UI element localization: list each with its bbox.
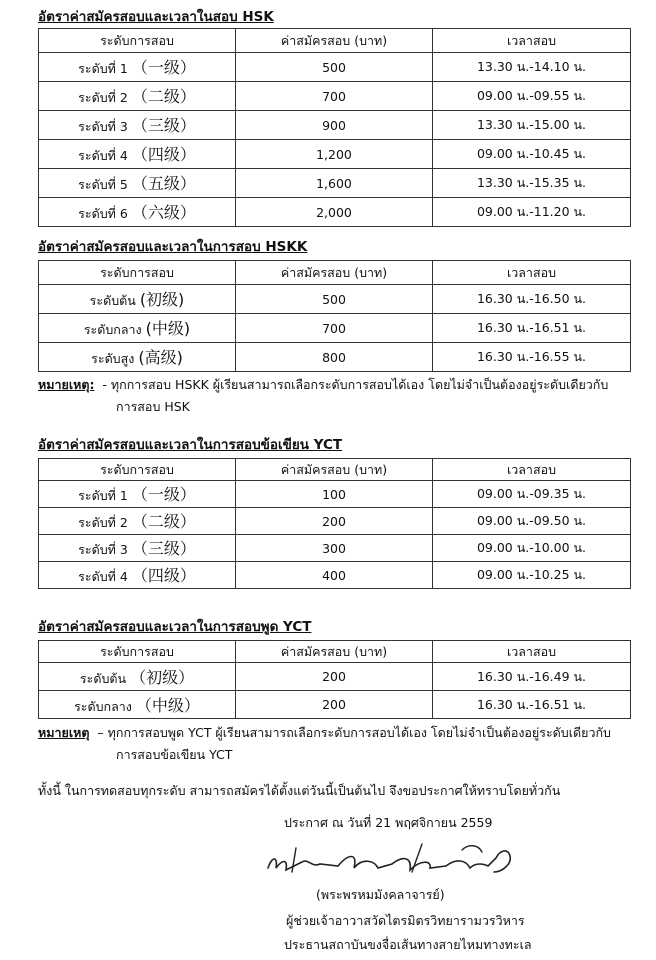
level-cell: ระดับที่ 1 （一级） xyxy=(39,53,236,82)
yct-spoken-note xyxy=(38,724,611,742)
header-time: เวลาสอบ xyxy=(433,459,631,481)
time-cell: 09.00 น.-11.20 น. xyxy=(433,198,631,227)
header-level: ระดับการสอบ xyxy=(39,459,236,481)
header-fee: ค่าสมัครสอบ (บาท) xyxy=(236,261,433,285)
level-cell: ระดับที่ 6 （六级） xyxy=(39,198,236,227)
level-cell: ระดับที่ 2 （二级） xyxy=(39,82,236,111)
time-cell: 09.00 น.-09.50 น. xyxy=(433,508,631,535)
level-cell: ระดับที่ 4 （四级） xyxy=(39,140,236,169)
hsk-table xyxy=(38,28,631,227)
table-row xyxy=(39,285,631,314)
time-cell: 16.30 น.-16.51 น. xyxy=(433,691,631,719)
level-cell: ระดับที่ 3 （三级） xyxy=(39,111,236,140)
hskk-title: อัตราค่าสมัครสอบและเวลาในการสอบ HSKK xyxy=(38,239,308,255)
header-fee: ค่าสมัครสอบ (บาท) xyxy=(236,29,433,53)
hsk-title: อัตราค่าสมัครสอบและเวลาในสอบ HSK xyxy=(38,9,274,25)
note-label: หมายเหตุ: xyxy=(38,377,95,392)
table-header-row xyxy=(39,459,631,481)
header-fee: ค่าสมัครสอบ (บาท) xyxy=(236,641,433,663)
fee-cell: 900 xyxy=(236,111,433,140)
header-time: เวลาสอบ xyxy=(433,29,631,53)
fee-cell: 2,000 xyxy=(236,198,433,227)
fee-cell: 500 xyxy=(236,285,433,314)
time-cell: 13.30 น.-14.10 น. xyxy=(433,53,631,82)
table-row xyxy=(39,562,631,589)
level-cell: ระดับที่ 4 （四级） xyxy=(39,562,236,589)
table-row xyxy=(39,663,631,691)
fee-cell: 1,600 xyxy=(236,169,433,198)
level-cell: ระดับกลาง （中级） xyxy=(39,691,236,719)
header-level: ระดับการสอบ xyxy=(39,641,236,663)
note-text: – ทุกการสอบพูด YCT ผู้เรียนสามารถเลือกระดับการสอบได้เอง โดยไม่จำเป็นต้องอยู่ระดับเดียวกับ xyxy=(97,725,611,740)
level-cell: ระดับที่ 1 （一级） xyxy=(39,481,236,508)
fee-cell: 400 xyxy=(236,562,433,589)
yct-spoken-note-cont: การสอบข้อเขียน YCT xyxy=(116,747,233,762)
time-cell: 09.00 น.-09.55 น. xyxy=(433,82,631,111)
level-cell: ระดับที่ 3 （三级） xyxy=(39,535,236,562)
signature xyxy=(262,838,532,886)
fee-cell: 200 xyxy=(236,508,433,535)
table-row xyxy=(39,508,631,535)
note-label: หมายเหตุ xyxy=(38,725,90,740)
level-cell: ระดับกลาง (中级) xyxy=(39,314,236,343)
time-cell: 16.30 น.-16.49 น. xyxy=(433,663,631,691)
table-row xyxy=(39,481,631,508)
signer-position-2: ประธานสถาบันขงจื่อเส้นทางสายไหมทางทะเล xyxy=(284,937,532,952)
signer-position-1: ผู้ช่วยเจ้าอาวาสวัดไตรมิตรวิทยารามวรวิหาร xyxy=(286,913,525,928)
yct-written-table xyxy=(38,458,631,589)
signer-name: (พระพรหมมังคลาจารย์) xyxy=(316,887,445,902)
table-row xyxy=(39,140,631,169)
time-cell: 13.30 น.-15.00 น. xyxy=(433,111,631,140)
table-row xyxy=(39,314,631,343)
fee-cell: 700 xyxy=(236,314,433,343)
table-header-row xyxy=(39,261,631,285)
table-row xyxy=(39,169,631,198)
fee-cell: 500 xyxy=(236,53,433,82)
time-cell: 09.00 น.-10.25 น. xyxy=(433,562,631,589)
fee-cell: 300 xyxy=(236,535,433,562)
hskk-note xyxy=(38,376,608,394)
yct-written-title: อัตราค่าสมัครสอบและเวลาในการสอบข้อเขียน YCT xyxy=(38,437,343,453)
table-row xyxy=(39,53,631,82)
time-cell: 09.00 น.-10.45 น. xyxy=(433,140,631,169)
table-row xyxy=(39,343,631,372)
fee-cell: 1,200 xyxy=(236,140,433,169)
time-cell: 09.00 น.-10.00 น. xyxy=(433,535,631,562)
time-cell: 16.30 น.-16.51 น. xyxy=(433,314,631,343)
table-row xyxy=(39,111,631,140)
fee-cell: 700 xyxy=(236,82,433,111)
time-cell: 16.30 น.-16.50 น. xyxy=(433,285,631,314)
table-header-row xyxy=(39,641,631,663)
fee-cell: 200 xyxy=(236,663,433,691)
level-cell: ระดับต้น (初级) xyxy=(39,285,236,314)
header-time: เวลาสอบ xyxy=(433,641,631,663)
level-cell: ระดับต้น （初级） xyxy=(39,663,236,691)
header-level: ระดับการสอบ xyxy=(39,29,236,53)
level-cell: ระดับที่ 5 （五级） xyxy=(39,169,236,198)
header-fee: ค่าสมัครสอบ (บาท) xyxy=(236,459,433,481)
hskk-note-cont: การสอบ HSK xyxy=(116,399,190,414)
level-cell: ระดับสูง (高级) xyxy=(39,343,236,372)
hskk-table xyxy=(38,260,631,372)
header-level: ระดับการสอบ xyxy=(39,261,236,285)
fee-cell: 800 xyxy=(236,343,433,372)
time-cell: 09.00 น.-09.35 น. xyxy=(433,481,631,508)
yct-spoken-table xyxy=(38,640,631,719)
level-cell: ระดับที่ 2 （二级） xyxy=(39,508,236,535)
fee-cell: 100 xyxy=(236,481,433,508)
table-header-row xyxy=(39,29,631,53)
closing-text: ทั้งนี้ ในการทดสอบทุกระดับ สามารถสมัครได้ตั้งแต่วันนี้เป็นต้นไป จึงขอประกาศให้ทราบโดยทั่วกัน xyxy=(38,783,561,798)
yct-spoken-title: อัตราค่าสมัครสอบและเวลาในการสอบพูด YCT xyxy=(38,619,312,635)
table-row xyxy=(39,691,631,719)
table-row xyxy=(39,82,631,111)
table-row xyxy=(39,535,631,562)
time-cell: 16.30 น.-16.55 น. xyxy=(433,343,631,372)
header-time: เวลาสอบ xyxy=(433,261,631,285)
table-row xyxy=(39,198,631,227)
note-text: - ทุกการสอบ HSKK ผู้เรียนสามารถเลือกระดับการสอบได้เอง โดยไม่จำเป็นต้องอยู่ระดับเดียวกับ xyxy=(102,377,609,392)
time-cell: 13.30 น.-15.35 น. xyxy=(433,169,631,198)
announcement-date: ประกาศ ณ วันที่ 21 พฤศจิกายน 2559 xyxy=(284,815,493,830)
fee-cell: 200 xyxy=(236,691,433,719)
